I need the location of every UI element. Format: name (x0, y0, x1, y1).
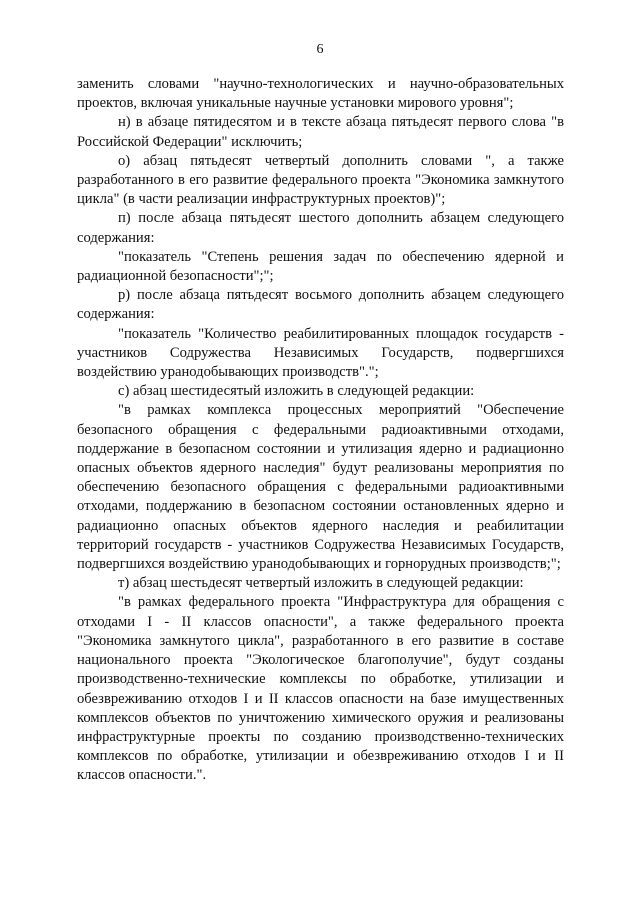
paragraph-quote-process-measures: "в рамках комплекса процессных мероприятий "Обеспечение безопасного обращения с федеральными радиоактивными отходами, поддержание в безопасном состоянии и утилизация ядерно и радиационно опасных объектов ядерного наследия" будут реализованы мероприятия по обеспечению безопасного обращения с федеральными радиоактивными отходами, поддержанию в безопасном состоянии остановленных ядерно и радиационно опасных объектов ядерного наследия и реабилитации территорий государств - участников Содружества Независимых Государств, подвергшихся воздействию уранодобывающих и горнорудных производств;"; (77, 402, 564, 573)
page-number: 6 (316, 42, 324, 57)
paragraph-item-p: п) после абзаца пятьдесят шестого дополнить абзацем следующего содержания: (77, 210, 564, 246)
paragraph-item-t: т) абзац шестьдесят четвертый изложить в следующей редакции: (118, 575, 524, 592)
paragraph-continuation: заменить словами "научно-технологических и научно-образовательных проектов, включая уникальные научные установки мирового уровня"; (77, 76, 564, 112)
paragraph-quote-indicator-sites: "показатель "Количество реабилитированных площадок государств - участников Содружества Независимых Государств, подвергшихся воздействию уранодобывающих производств"."; (77, 325, 564, 381)
paragraph-quote-federal-project: "в рамках федерального проекта "Инфраструктура для обращения с отходами I - II классов опасности", а также федерального проекта "Экономика замкнутого цикла", разработанного в его развитие в составе национального проекта "Экологическое благополучие", будут созданы производственно-технические комплексы по обработке, утилизации и обезвреживанию отходов I и II классов опасности на базе имущественных комплексов объектов по уничтожению химического оружия и реализованы инфраструктурные проекты по созданию производственно-технических комплексов по обработке, утилизации и обезвреживанию отходов I и II классов опасности.". (77, 594, 564, 784)
paragraph-item-r: р) после абзаца пятьдесят восьмого дополнить абзацем следующего содержания: (77, 287, 564, 323)
body-text (77, 75, 564, 786)
paragraph-quote-indicator-safety: "показатель "Степень решения задач по обеспечению ядерной и радиационной безопасности";"; (77, 248, 564, 285)
paragraph-item-o: о) абзац пятьдесят четвертый дополнить словами ", а также разработанного в его развитие федерального проекта "Экономика замкнутого цикла" (в части реализации инфраструктурных проектов)"; (77, 152, 564, 208)
paragraph-item-n: н) в абзаце пятидесятом и в тексте абзаца пятьдесят первого слова "в Российской Федерации" исключить; (77, 114, 564, 150)
paragraph-item-s: с) абзац шестидесятый изложить в следующей редакции: (118, 383, 475, 400)
